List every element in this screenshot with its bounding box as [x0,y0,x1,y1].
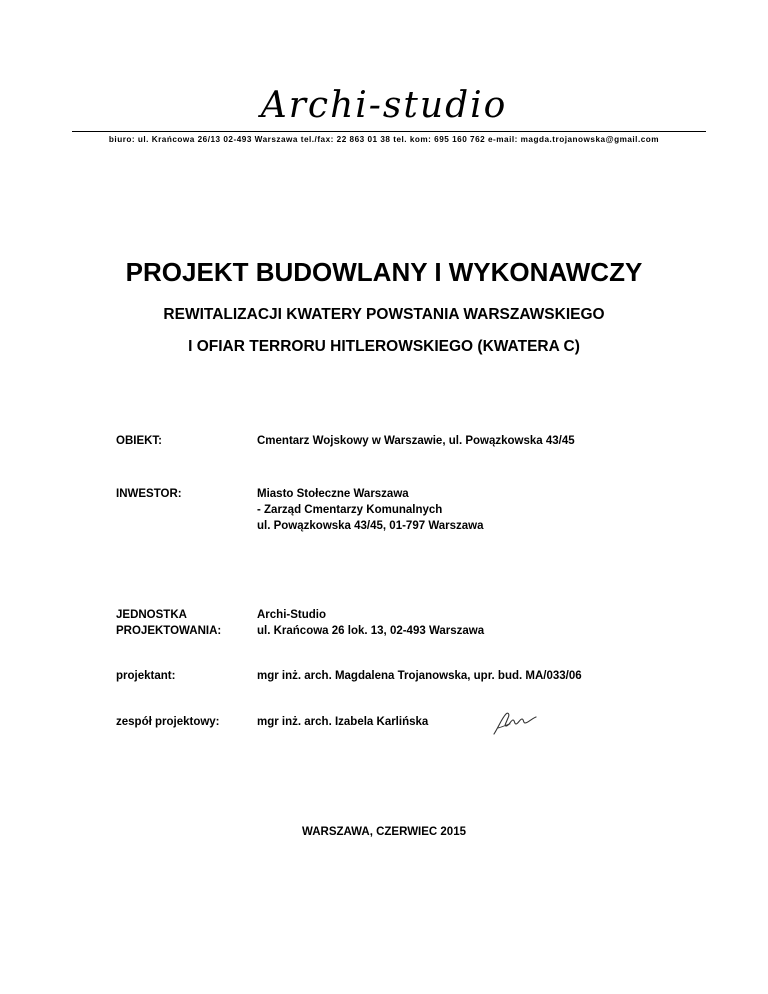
jednostka-label-line: PROJEKTOWANIA: [116,625,222,637]
signature-image [490,708,542,738]
projektant-label: projektant: [116,670,176,682]
company-logo: Archi-studio [260,85,508,126]
jednostka-line: Archi-Studio [257,609,326,621]
obiekt-label: OBIEKT: [116,435,162,447]
document-subtitle-line-1: REWITALIZACJI KWATERY POWSTANIA WARSZAWSKIEGO [163,306,605,323]
jednostka-value [257,607,484,639]
inwestor-value [257,486,484,534]
jednostka-label [116,607,221,639]
zespol-value: mgr inż. arch. Izabela Karlińska [257,716,429,728]
inwestor-label: INWESTOR: [116,488,182,500]
jednostka-label-line: JEDNOSTKA [116,609,187,621]
jednostka-line: ul. Krańcowa 26 lok. 13, 02-493 Warszawa [257,625,485,637]
inwestor-line: Miasto Stołeczne Warszawa [257,488,409,500]
inwestor-line: ul. Powązkowska 43/45, 01-797 Warszawa [257,520,484,532]
header-contact-info: biuro: ul. Krańcowa 26/13 02-493 Warszawa tel./fax: 22 863 01 38 tel. kom: 695 160 762 e-mail: magda.trojanowska@gmail.com [108,135,660,144]
header-divider [72,131,706,132]
projektant-value: mgr inż. arch. Magdalena Trojanowska, upr. bud. MA/033/06 [257,670,582,682]
inwestor-line: - Zarząd Cmentarzy Komunalnych [257,504,443,516]
document-title: PROJEKT BUDOWLANY I WYKONAWCZY [125,257,643,287]
zespol-label: zespół projektowy: [116,716,220,728]
place-and-date: WARSZAWA, CZERWIEC 2015 [301,826,466,838]
obiekt-value: Cmentarz Wojskowy w Warszawie, ul. Powązkowska 43/45 [257,435,575,447]
document-subtitle-line-2: I OFIAR TERRORU HITLEROWSKIEGO (KWATERA C) [188,338,580,355]
